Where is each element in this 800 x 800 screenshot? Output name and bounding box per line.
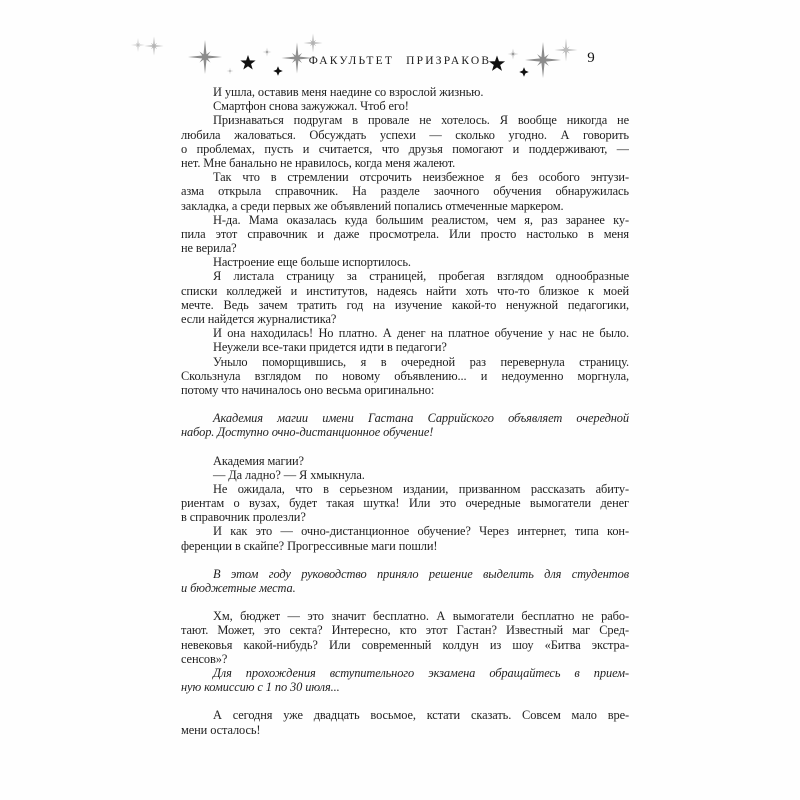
sparkle-icon (227, 68, 234, 75)
paragraph (181, 355, 629, 398)
text-line: Хм, бюджет — это значит бесплатно. А вымогатели бесплатно не рабо- (213, 609, 629, 624)
text-line: в справочник пролезли? (181, 510, 306, 525)
paragraph (181, 524, 629, 552)
text-line: ную комиссию с 1 по 30 июля... (181, 680, 340, 695)
announcement-paragraph (181, 666, 629, 694)
text-line: И как это — очно-дистанционное обучение? Через интернет, типа кон- (213, 524, 629, 539)
sparkle-icon (145, 37, 164, 56)
text-line: тают. Может, это секта? Интересно, кто этот Гастан? Известный маг Сред- (181, 623, 629, 638)
sparkle-icon (555, 39, 578, 62)
text-line: В этом году руководство приняло решение выделить для студентов (213, 566, 629, 581)
text-line: Так что в стремлении отсрочить неизбежное я без особого энтузи- (213, 170, 629, 185)
paragraph (181, 482, 629, 525)
star-icon (489, 56, 505, 71)
sparkle-icon (131, 38, 145, 52)
sparkle-icon (525, 42, 561, 78)
text-line: мечте. Ведь зачем тратить год на изучение какой-то ненужной педагогики, (181, 297, 629, 312)
text-line: Настроение еще больше испортилось. (213, 255, 411, 270)
text-line: любила жаловаться. Обсуждать успехи — сколько угодно. А говорить (181, 127, 629, 142)
text-line: сенсов»? (181, 651, 228, 666)
text-line: Академия магии имени Гастана Саррийского объявляет очередной (213, 411, 629, 426)
text-line: риентам о вузах, будет такая шутка! Или это очередные вымогатели денег (181, 496, 629, 511)
paragraph (181, 468, 629, 482)
text-line: нет. Мне банально не нравилось, когда меня жалеют. (181, 155, 456, 170)
text-line: если найдется журналистика? (181, 312, 337, 326)
paragraph (181, 113, 629, 170)
text-line: азма открыла справочник. На разделе заочного обучения обнаружилась (181, 184, 629, 199)
four-point-star-icon (273, 66, 283, 76)
text-line: Для прохождения вступительного экзамена обращайтесь в прием- (213, 665, 629, 680)
text-line: Н-да. Мама оказалась куда большим реалистом, чем я, раз заранее ку- (213, 212, 629, 227)
text-line: Не ожидала, что в серьезном издании, призванном рассказать абиту- (213, 481, 629, 496)
paragraph (181, 609, 629, 666)
announcement-paragraph (181, 567, 629, 595)
paragraph (181, 85, 629, 99)
paragraph (181, 170, 629, 213)
text-line: И ушла, оставив меня наедине со взрослой жизнью. (213, 85, 484, 99)
text-line: мени осталось! (181, 722, 261, 737)
paragraph (181, 326, 629, 340)
text-line: — Да ладно? — Я хмыкнула. (213, 467, 365, 482)
text-line: списки колледжей и институтов, надеясь найти хоть что-то близкое к моей (181, 283, 629, 298)
text-line: невековья какой-нибудь? Или современный колдун из шоу «Битва экстра- (181, 637, 629, 652)
text-line: Я листала страницу за страницей, пробегая взглядом однообразные (213, 269, 629, 284)
text-line: Академия магии? (213, 453, 304, 468)
text-line: ференции в скайпе? Прогрессивные маги пошли! (181, 538, 438, 553)
page-number: 9 (587, 50, 595, 66)
paragraph (181, 255, 629, 269)
star-sparkle-decoration-right (482, 36, 592, 82)
sparkle-icon (508, 49, 519, 60)
paragraph (181, 454, 629, 468)
text-line: Уныло поморщившись, я в очередной раз перевернула страницу. (213, 354, 629, 369)
text-line: пила этот справочник и даже просмотрела. Или просто настолько в меня (181, 226, 629, 241)
text-line: И она находилась! Но платно. А денег на платное обучение у нас не было. (213, 326, 629, 341)
text-line: набор. Доступно очно-дистанционное обучение! (181, 425, 434, 440)
text-line: Скользнула взглядом по новому объявлению... и недоуменно моргнула, (181, 368, 629, 383)
text-line: потому что начиналось оно весьма оригинально: (181, 382, 435, 397)
four-point-star-icon (519, 67, 529, 77)
text-line: Признаваться подругам в провале не хотелось. Я вообще никогда не (213, 113, 629, 128)
text-line: не верила? (181, 241, 237, 256)
sparkle-icon (304, 34, 323, 53)
text-line: закладка, а среди первых же объявлений попались отмеченные маркером. (181, 198, 564, 213)
text-line: и бюджетные места. (181, 581, 296, 595)
paragraph (181, 708, 629, 736)
text-block (181, 85, 629, 737)
paragraph (181, 269, 629, 326)
announcement-paragraph (181, 411, 629, 439)
text-line: Смартфон снова зажужжал. Чтоб его! (213, 99, 409, 114)
text-line: о проблемах, пусть и считается, что друзья помогают и поддерживают, — (181, 141, 629, 156)
text-line: Неужели все-таки придется идти в педагоги? (213, 340, 447, 355)
paragraph (181, 99, 629, 113)
running-title: ФАКУЛЬТЕТ ПРИЗРАКОВ (308, 55, 492, 67)
text-line: А сегодня уже двадцать восьмое, кстати сказать. Совсем мало вре- (213, 708, 629, 723)
paragraph (181, 213, 629, 256)
paragraph (181, 340, 629, 354)
